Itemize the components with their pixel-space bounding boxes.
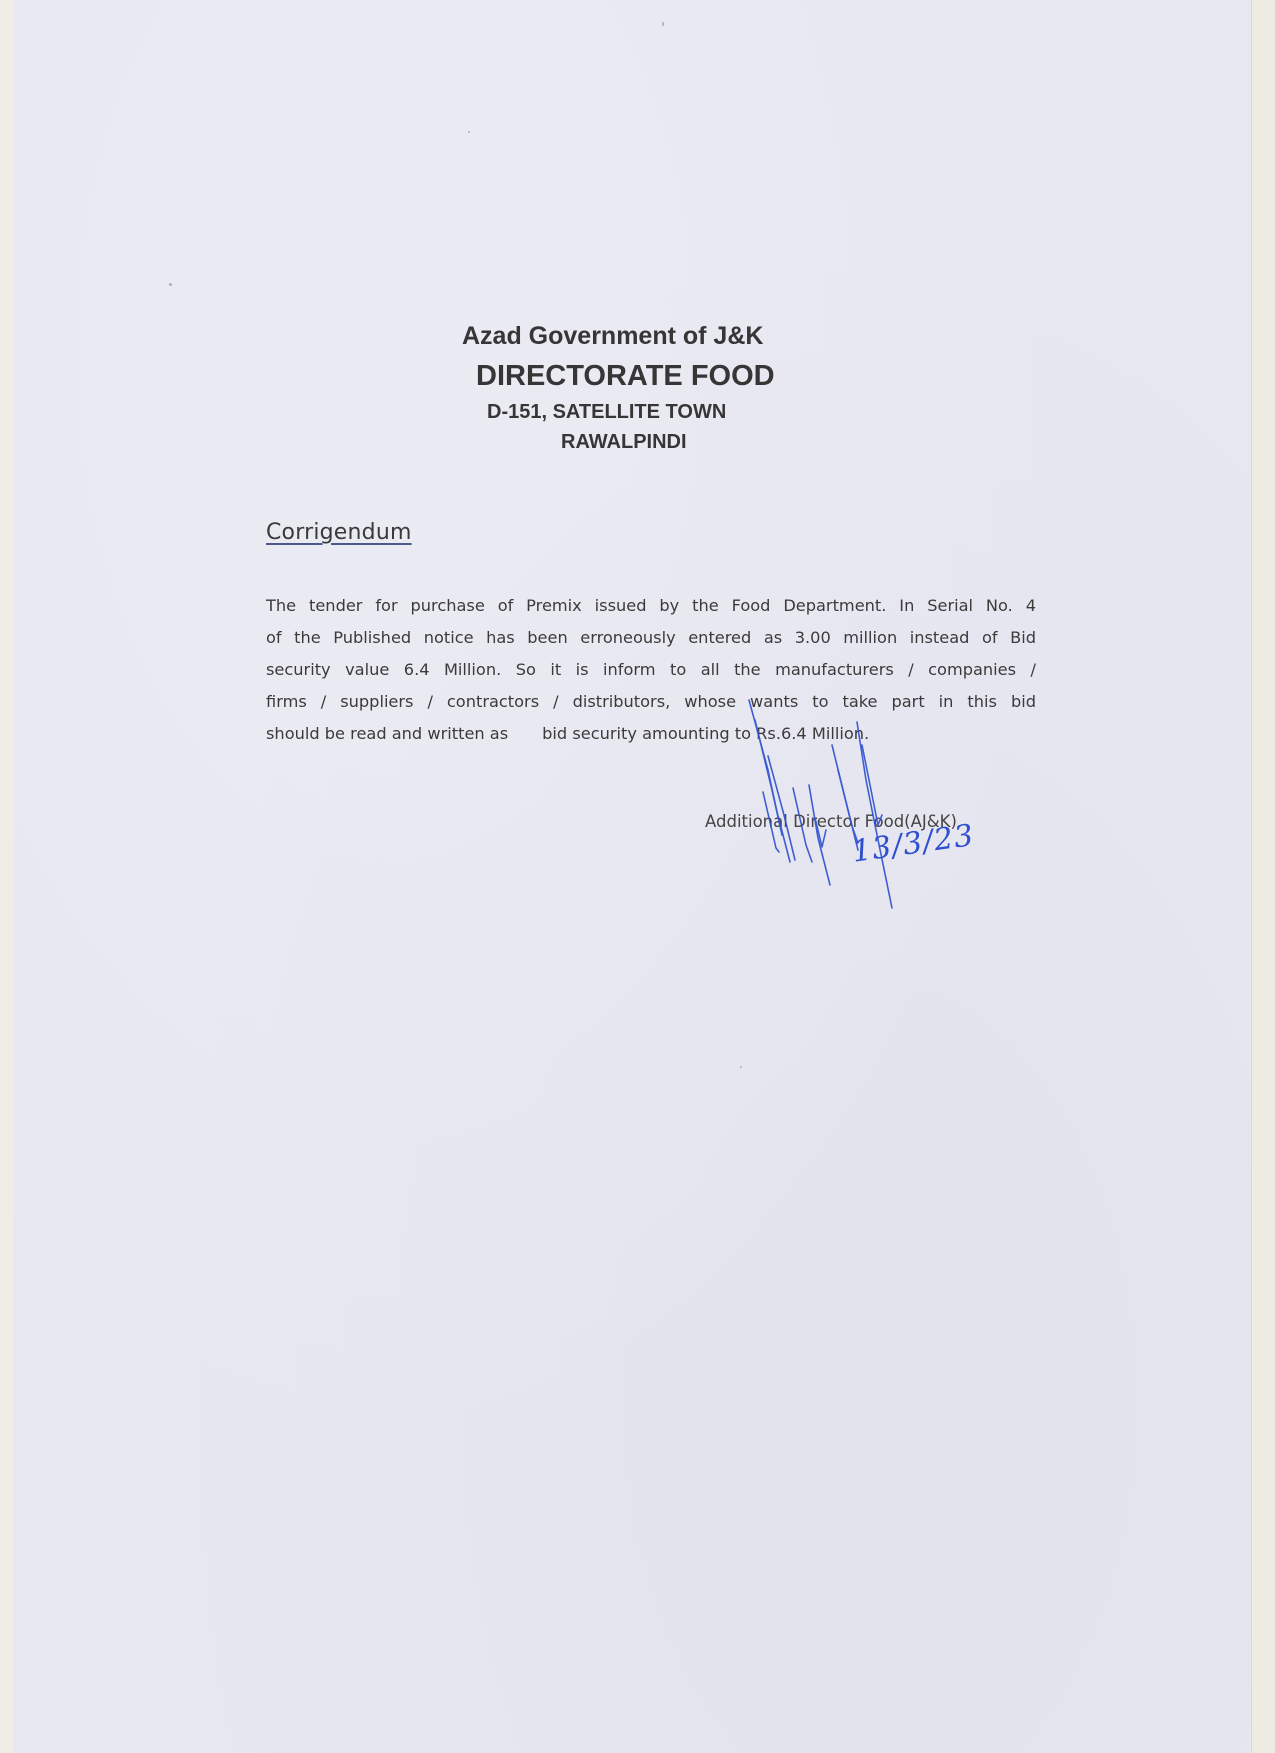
signatory-designation: Additional Director Food(AJ&K) [705, 812, 957, 831]
notice-line: of the Published notice has been erroneously entered as 3.00 million instead of Bid [266, 628, 1036, 647]
notice-heading: Corrigendum [266, 520, 412, 545]
document-page [14, 0, 1252, 1753]
notice-line-last [266, 718, 1036, 750]
scan-speck [740, 1066, 742, 1068]
notice-line-lead: should be read and written as [266, 724, 509, 743]
notice-line: security value 6.4 Million. So it is inform to all the manufacturers / companies / [266, 660, 1036, 679]
notice-line-tail: bid security amounting to Rs.6.4 Million. [542, 724, 870, 743]
scan-speck [662, 22, 664, 26]
notice-line: The tender for purchase of Premix issued by the Food Department. In Serial No. 4 [266, 596, 1036, 615]
letterhead-address: D-151, SATELLITE TOWN [487, 401, 727, 423]
scan-speck [468, 131, 470, 133]
notice-line: firms / suppliers / contractors / distributors, whose wants to take part in this bid [266, 692, 1036, 711]
letterhead-directorate: DIRECTORATE FOOD [476, 360, 775, 392]
scan-speck [169, 283, 172, 286]
scan-right-edge [1251, 0, 1275, 1753]
letterhead-government: Azad Government of J&K [462, 322, 764, 350]
handwritten-date: 13/3/23 [850, 817, 977, 870]
letterhead-city: RAWALPINDI [561, 431, 687, 453]
scan-left-edge [0, 0, 15, 1753]
notice-body [266, 590, 1036, 750]
